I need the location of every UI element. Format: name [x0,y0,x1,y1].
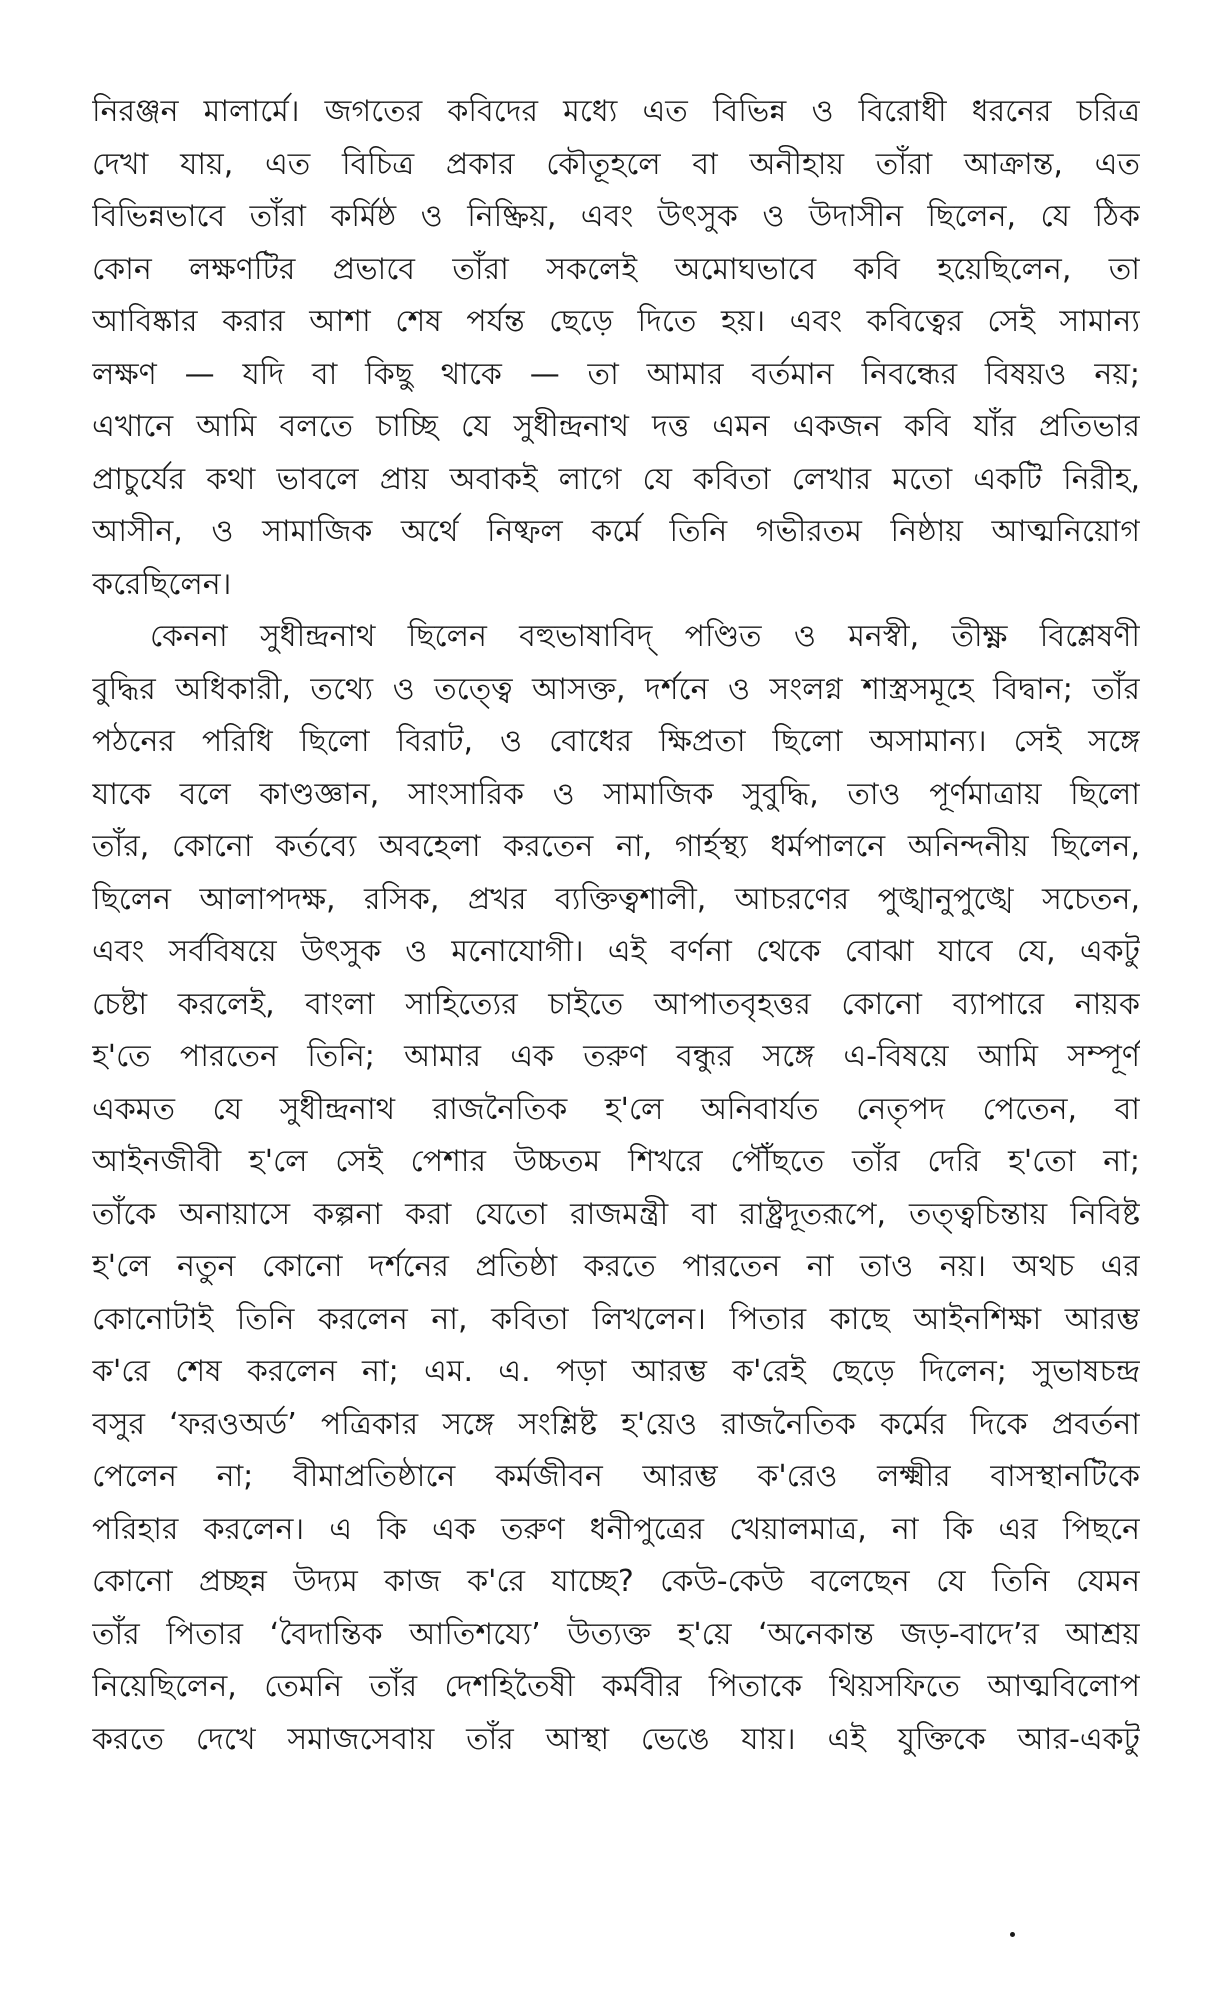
text-line: এবং সর্ববিষয়ে উৎসুক ও মনোযোগী। এই বর্ণনা থেকে বোঝা যাবে যে, একটু [92,934,1140,969]
text-line: তাঁর পিতার ‘বৈদান্তিক আতিশয্যে’ উত্যক্ত হ'য়ে ‘অনেকান্ত জড়-বাদে’র আশ্রয় [92,1616,1140,1652]
paragraph [92,611,1140,1766]
text-line: বসুর ‘ফরওঅর্ড’ পত্রিকার সঙ্গে সংশ্লিষ্ট হ'য়েও রাজনৈতিক কর্মের দিকে প্রবর্তনা [92,1406,1140,1442]
text-line: তাঁকে অনায়াসে কল্পনা করা যেতো রাজমন্ত্রী বা রাষ্ট্রদূতরূপে, তত্ত্বচিন্তায় নিবিষ্ট [92,1196,1140,1232]
text-line: করতে দেখে সমাজসেবায় তাঁর আস্থা ভেঙে যায়। এই যুক্তিকে আর-একটু [92,1721,1140,1757]
text-line: দেখা যায়, এত বিচিত্র প্রকার কৌতূহলে বা অনীহায় তাঁরা আক্রান্ত, এত [92,146,1140,182]
paragraph [92,86,1140,611]
body-text [92,86,1140,1766]
text-line: নিয়েছিলেন, তেমনি তাঁর দেশহিতৈষী কর্মবীর পিতাকে থিয়সফিতে আত্মবিলোপ [92,1669,1140,1704]
text-line: কোনো প্রচ্ছন্ন উদ্যম কাজ ক'রে যাচ্ছে? কেউ-কেউ বলেছেন যে তিনি যেমন [92,1564,1140,1599]
text-line: কেননা সুধীন্দ্রনাথ ছিলেন বহুভাষাবিদ্ পণ্ডিত ও মনস্বী, তীক্ষ্ণ বিশ্লেষণী [150,619,1140,654]
text-line: ক'রে শেষ করলেন না; এম. এ. পড়া আরম্ভ ক'রেই ছেড়ে দিলেন; সুভাষচন্দ্র [92,1354,1140,1389]
text-line: তাঁর, কোনো কর্তব্যে অবহেলা করতেন না, গার্হস্থ্য ধর্মপালনে অনিন্দনীয় ছিলেন, [92,829,1140,864]
text-line: চেষ্টা করলেই, বাংলা সাহিত্যের চাইতে আপাতবৃহত্তর কোনো ব্যাপারে নায়ক [92,986,1140,1022]
text-line: বিভিন্নভাবে তাঁরা কর্মিষ্ঠ ও নিষ্ক্রিয়, এবং উৎসুক ও উদাসীন ছিলেন, যে ঠিক [92,199,1140,234]
text-line: এখানে আমি বলতে চাচ্ছি যে সুধীন্দ্রনাথ দত্ত এমন একজন কবি যাঁর প্রতিভার [92,409,1140,444]
text-line: লক্ষণ — যদি বা কিছু থাকে — তা আমার বর্তমান নিবন্ধের বিষয়ও নয়; [92,356,1140,392]
text-line: বুদ্ধির অধিকারী, তথ্যে ও তত্ত্বে আসক্ত, দর্শনে ও সংলগ্ন শাস্ত্রসমূহে বিদ্বান; তাঁর [92,671,1140,707]
text-line: আসীন, ও সামাজিক অর্থে নিষ্ফল কর্মে তিনি গভীরতম নিষ্ঠায় আত্মনিয়োগ [92,514,1140,549]
text-line: কোন লক্ষণটির প্রভাবে তাঁরা সকলেই অমোঘভাবে কবি হয়েছিলেন, তা [92,251,1140,287]
text-line: পেলেন না; বীমাপ্রতিষ্ঠানে কর্মজীবন আরম্ভ ক'রেও লক্ষ্মীর বাসস্থানটিকে [92,1459,1140,1494]
text-line: আইনজীবী হ'লে সেই পেশার উচ্চতম শিখরে পৌঁছতে তাঁর দেরি হ'তো না; [92,1144,1140,1179]
text-line: নিরঞ্জন মালার্মে। জগতের কবিদের মধ্যে এত বিভিন্ন ও বিরোধী ধরনের চরিত্র [92,94,1140,129]
ink-speck [1010,1932,1015,1937]
text-line: পঠনের পরিধি ছিলো বিরাট, ও বোধের ক্ষিপ্রতা ছিলো অসামান্য। সেই সঙ্গে [92,724,1140,759]
text-line: হ'তে পারতেন তিনি; আমার এক তরুণ বন্ধুর সঙ্গে এ-বিষয়ে আমি সম্পূর্ণ [92,1039,1140,1074]
text-line: কোনোটাই তিনি করলেন না, কবিতা লিখলেন। পিতার কাছে আইনশিক্ষা আরম্ভ [92,1301,1140,1337]
text-line: একমত যে সুধীন্দ্রনাথ রাজনৈতিক হ'লে অনিবার্যত নেতৃপদ পেতেন, বা [92,1091,1140,1127]
text-line: প্রাচুর্যের কথা ভাবলে প্রায় অবাকই লাগে যে কবিতা লেখার মতো একটি নিরীহ, [92,461,1140,497]
text-line: আবিষ্কার করার আশা শেষ পর্যন্ত ছেড়ে দিতে হয়। এবং কবিত্বের সেই সামান্য [92,304,1140,339]
text-line: যাকে বলে কাণ্ডজ্ঞান, সাংসারিক ও সামাজিক সুবুদ্ধি, তাও পূর্ণমাত্রায় ছিলো [92,776,1140,812]
text-line: পরিহার করলেন। এ কি এক তরুণ ধনীপুত্রের খেয়ালমাত্র, না কি এর পিছনে [92,1511,1140,1547]
text-line: ছিলেন আলাপদক্ষ, রসিক, প্রখর ব্যক্তিত্বশালী, আচরণের পুঙ্খানুপুঙ্খে সচেতন, [92,881,1140,917]
text-line: করেছিলেন। [92,566,232,602]
text-line: হ'লে নতুন কোনো দর্শনের প্রতিষ্ঠা করতে পারতেন না তাও নয়। অথচ এর [92,1249,1140,1284]
